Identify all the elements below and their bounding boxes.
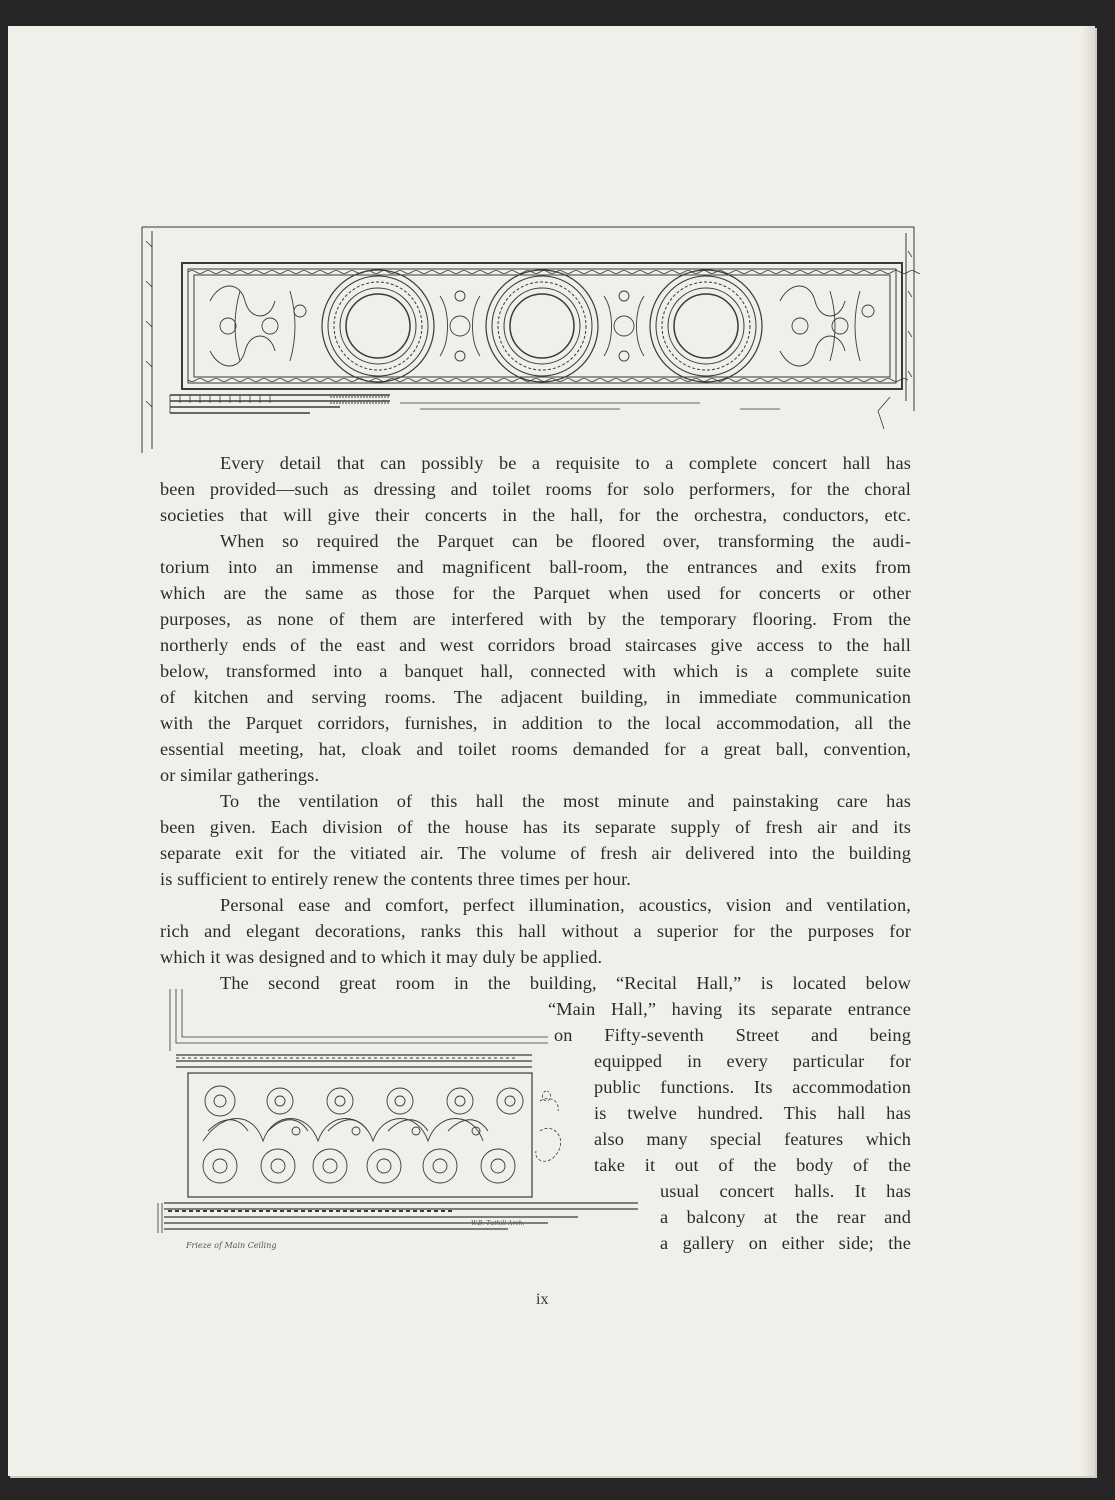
text-line: take it out of the body of the [594,1155,911,1175]
text-line: been provided—such as dressing and toilet rooms for solo performers, for the choral [160,479,911,499]
text-line: on Fifty-seventh Street and being [554,1025,911,1045]
text-line: which it was designed and to which it may duly be applied. [160,947,603,967]
text-line: with the Parquet corridors, furnishes, in addition to the local accommodation, all the [160,713,911,733]
illustration-caption: Frieze of Main Ceiling [186,1241,277,1250]
text-line: societies that will give their concerts in the hall, for the orchestra, conductors, etc. [160,505,911,525]
text-line: “Main Hall,” having its separate entrance [548,999,911,1019]
frieze-of-main-ceiling-illustration-icon [148,981,638,1261]
text-line: a gallery on either side; the [660,1233,911,1253]
text-line: separate exit for the vitiated air. The volume of fresh air delivered into the building [160,843,911,863]
text-line: is twelve hundred. This hall has [594,1103,911,1123]
text-line: essential meeting, hat, cloak and toilet rooms demanded for a great ball, convention, [160,739,911,759]
page-number: ix [536,1291,549,1308]
classical-frieze-with-three-roundels-icon [140,221,920,456]
text-line: Every detail that can possibly be a requisite to a complete concert hall has [220,453,911,473]
book-page [8,26,1095,1476]
text-line: northerly ends of the east and west corridors broad staircases give access to the hall [160,635,911,655]
text-line: also many special features which [594,1129,911,1149]
text-line: is sufficient to entirely renew the contents three times per hour. [160,869,632,889]
text-line: When so required the Parquet can be floored over, transforming the audi- [220,531,911,551]
text-line: or similar gatherings. [160,765,320,785]
text-line: equipped in every particular for [594,1051,911,1071]
text-line: rich and elegant decorations, ranks this hall without a superior for the purposes for [160,921,911,941]
text-line: public functions. Its accommodation [594,1077,911,1097]
text-line: Personal ease and comfort, perfect illumination, acoustics, vision and ventilation, [220,895,911,915]
text-line: The second great room in the building, “Recital Hall,” is located below [220,973,911,993]
text-line: usual concert halls. It has [660,1181,911,1201]
text-line: of kitchen and serving rooms. The adjacent building, in immediate communication [160,687,911,707]
text-line: below, transformed into a banquet hall, connected with which is a complete suite [160,661,911,681]
illustration-signature: W.B. Tuthill Arch. [471,1220,525,1227]
text-line: To the ventilation of this hall the most minute and painstaking care has [220,791,911,811]
text-line: a balcony at the rear and [660,1207,911,1227]
text-line: purposes, as none of them are interfered with by the temporary flooring. From the [160,609,911,629]
text-line: torium into an immense and magnificent ball-room, the entrances and exits from [160,557,911,577]
text-line: which are the same as those for the Parquet when used for concerts or other [160,583,911,603]
text-line: been given. Each division of the house has its separate supply of fresh air and its [160,817,911,837]
